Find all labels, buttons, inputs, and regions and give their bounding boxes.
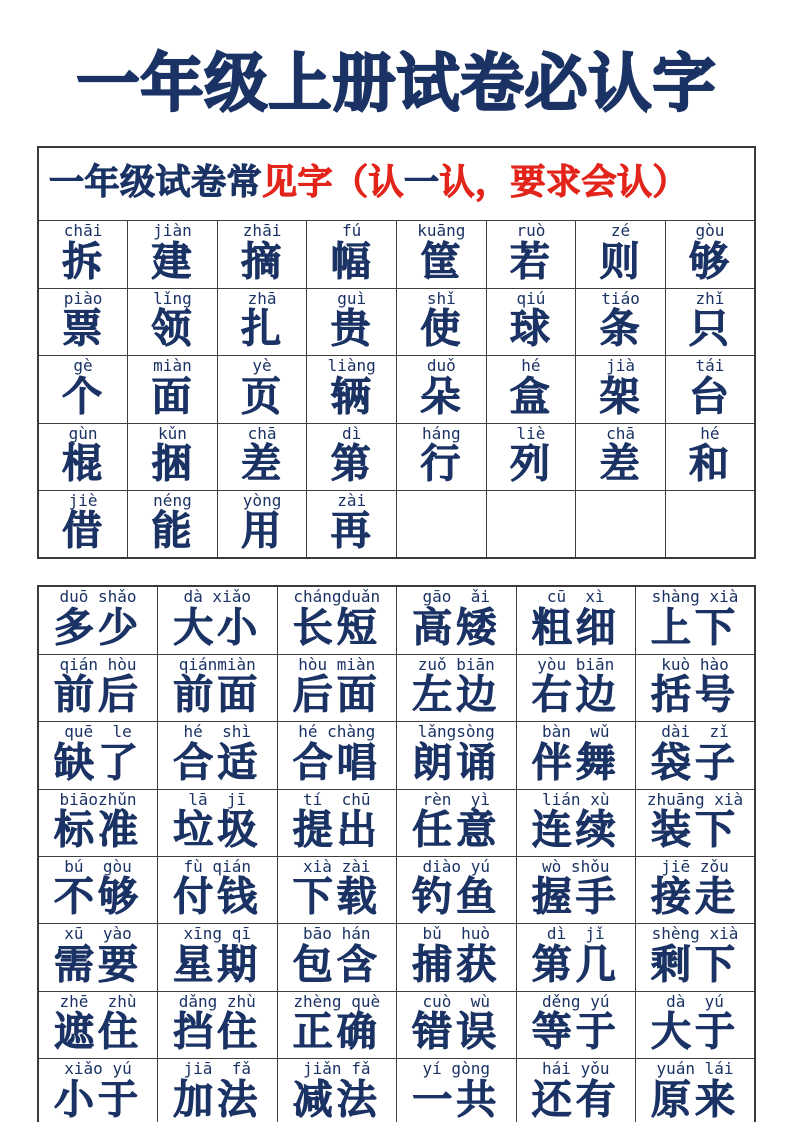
- pinyin-label: hé: [521, 356, 541, 376]
- char-cell: [397, 288, 487, 355]
- hanzi-text: 右边: [531, 673, 620, 718]
- pinyin-label: gè: [73, 356, 93, 376]
- char-cell: [38, 221, 128, 288]
- hanzi-text: 袋子: [651, 740, 739, 785]
- section-header-part: 一年级试卷常: [49, 163, 263, 203]
- hanzi-text: 使: [420, 307, 463, 352]
- hanzi-text: 领: [151, 307, 194, 352]
- char-cell: [486, 288, 576, 355]
- char-cell: [128, 356, 218, 423]
- pinyin-label: hòu miàn: [298, 654, 376, 674]
- hanzi-text: 第: [330, 442, 373, 486]
- pinyin-label: zhuāng xià: [646, 789, 744, 809]
- pinyin-label: biāozhǔn: [59, 789, 137, 809]
- pinyin-label: jià: [606, 356, 636, 376]
- char-cell: [307, 356, 397, 423]
- pinyin-label: jiè: [68, 491, 98, 510]
- char-cell: [38, 722, 158, 789]
- pinyin-label: dài zǐ: [661, 722, 729, 742]
- pinyin-label: jiē zǒu: [661, 856, 729, 876]
- hanzi-text: 架: [599, 374, 642, 419]
- character-row: [38, 423, 755, 490]
- pinyin-label: tiáo: [601, 288, 640, 308]
- pinyin-label: miàn: [153, 356, 192, 376]
- hanzi-text: 等于: [531, 1010, 620, 1055]
- char-cell: [217, 423, 307, 490]
- character-row: [38, 356, 755, 423]
- hanzi-text: 差: [599, 442, 642, 486]
- pinyin-label: néng: [153, 491, 192, 510]
- hanzi-text: 正确: [292, 1010, 381, 1055]
- hanzi-text: 长短: [292, 605, 381, 650]
- char-cell: [636, 1059, 756, 1122]
- hanzi-text: 朵: [420, 374, 463, 419]
- char-cell: [516, 722, 636, 789]
- hanzi-text: 前面: [173, 673, 262, 718]
- char-cell: [486, 356, 576, 423]
- character-row: [38, 991, 755, 1058]
- section-header-part: 见字（认: [262, 163, 405, 203]
- hanzi-text: 加法: [173, 1077, 262, 1122]
- char-cell: [38, 654, 158, 721]
- character-row: [38, 789, 755, 856]
- hanzi-text: 下载: [292, 875, 381, 920]
- char-cell: [397, 423, 487, 490]
- char-cell: [516, 654, 636, 721]
- hanzi-text: 接走: [651, 875, 739, 920]
- char-cell: [636, 924, 756, 991]
- hanzi-text: 捕获: [412, 942, 501, 987]
- hanzi-text: 前后: [54, 673, 142, 718]
- pinyin-label: jiàn: [153, 221, 192, 241]
- char-cell: [665, 423, 755, 490]
- pinyin-label: hé chàng: [298, 722, 376, 742]
- char-cell: [128, 423, 218, 490]
- pinyin-label: zhāi: [242, 221, 282, 241]
- hanzi-text: 第几: [531, 942, 620, 987]
- pinyin-label: qiú: [516, 288, 546, 308]
- pinyin-label: chángduǎn: [293, 587, 381, 607]
- char-cell: [397, 586, 517, 654]
- page-title: 一年级上册试卷必认字: [76, 49, 717, 119]
- char-cell: [158, 856, 278, 923]
- pinyin-label: liè: [516, 423, 546, 443]
- char-cell: [277, 856, 397, 923]
- hanzi-text: 差: [241, 442, 284, 486]
- hanzi-text: 贵: [330, 307, 373, 352]
- hanzi-text: 台: [688, 374, 731, 419]
- empty-cell: [665, 491, 755, 559]
- hanzi-text: 筐: [420, 239, 463, 284]
- hanzi-text: 合适: [173, 740, 262, 785]
- hanzi-text: 能: [151, 509, 194, 554]
- char-cell: [128, 491, 218, 559]
- char-cell: [38, 356, 128, 423]
- hanzi-text: 一共: [412, 1077, 501, 1122]
- hanzi-text: 任意: [412, 807, 501, 852]
- hanzi-text: 伴舞: [531, 740, 620, 785]
- pinyin-label: hé shì: [183, 722, 251, 742]
- pinyin-label: xià zài: [303, 856, 371, 876]
- char-cell: [576, 423, 666, 490]
- hanzi-text: 需要: [54, 942, 142, 987]
- section-header-row: [38, 147, 755, 221]
- char-cell: [158, 789, 278, 856]
- hanzi-text: 上下: [651, 605, 739, 650]
- char-cell: [217, 356, 307, 423]
- pinyin-label: duǒ: [426, 356, 456, 376]
- char-cell: [38, 491, 128, 559]
- char-cell: [307, 288, 397, 355]
- pinyin-label: yuán lái: [656, 1059, 734, 1079]
- char-cell: [158, 924, 278, 991]
- hanzi-text: 再: [330, 509, 373, 554]
- char-cell: [516, 924, 636, 991]
- pinyin-label: kǔn: [157, 423, 187, 443]
- char-cell: [486, 221, 576, 288]
- character-row: [38, 924, 755, 991]
- char-cell: [576, 356, 666, 423]
- word-pairs-table: [37, 585, 756, 1122]
- char-cell: [665, 221, 755, 288]
- pinyin-label: chāi: [63, 221, 103, 241]
- hanzi-text: 括号: [651, 673, 739, 718]
- char-cell: [397, 856, 517, 923]
- char-cell: [636, 654, 756, 721]
- pinyin-label: piào: [63, 288, 103, 308]
- char-cell: [307, 221, 397, 288]
- hanzi-text: 则: [599, 239, 642, 284]
- hanzi-text: 面: [151, 374, 194, 419]
- hanzi-text: 个: [62, 374, 105, 419]
- char-cell: [516, 1059, 636, 1122]
- pinyin-label: yí gòng: [422, 1059, 490, 1079]
- hanzi-text: 球: [509, 307, 552, 352]
- pinyin-label: zhèng què: [293, 991, 381, 1011]
- pinyin-label: dà yú: [666, 991, 724, 1011]
- char-cell: [217, 491, 307, 559]
- pinyin-label: xīng qī: [183, 924, 251, 944]
- char-cell: [38, 586, 158, 654]
- hanzi-text: 行: [420, 442, 463, 486]
- hanzi-text: 挡住: [173, 1010, 262, 1055]
- char-cell: [516, 991, 636, 1058]
- hanzi-text: 扎: [241, 307, 284, 352]
- hanzi-text: 钓鱼: [412, 875, 501, 920]
- pinyin-label: shǐ: [426, 288, 456, 308]
- section-header-part: 一: [404, 163, 440, 203]
- char-cell: [277, 586, 397, 654]
- hanzi-text: 建: [151, 239, 194, 284]
- hanzi-text: 列: [509, 442, 552, 486]
- hanzi-text: 缺了: [54, 740, 142, 785]
- char-cell: [277, 654, 397, 721]
- empty-cell: [576, 491, 666, 559]
- hanzi-text: 多少: [54, 605, 142, 650]
- char-cell: [486, 423, 576, 490]
- pinyin-label: bàn wǔ: [542, 722, 610, 742]
- pinyin-label: hái yǒu: [542, 1059, 610, 1079]
- hanzi-text: 剩下: [651, 942, 739, 987]
- char-cell: [397, 654, 517, 721]
- pinyin-label: zài: [337, 491, 367, 510]
- hanzi-text: 标准: [54, 807, 142, 852]
- pinyin-label: děng yú: [542, 991, 610, 1011]
- pinyin-label: zé: [610, 221, 631, 241]
- pinyin-label: bú gòu: [64, 856, 132, 876]
- pinyin-label: yòu biān: [537, 654, 615, 674]
- single-characters-table: [37, 146, 756, 559]
- character-row: [38, 221, 755, 288]
- pinyin-label: lā jī: [188, 789, 247, 809]
- char-cell: [665, 356, 755, 423]
- hanzi-text: 盒: [509, 374, 552, 419]
- section-header-cell: [38, 147, 755, 221]
- pinyin-label: jiā fǎ: [183, 1059, 251, 1079]
- pinyin-label: yè: [252, 356, 272, 376]
- character-row: [38, 1059, 755, 1122]
- section-header-part: 认，要求会认）: [439, 163, 689, 203]
- char-cell: [158, 654, 278, 721]
- character-row: [38, 491, 755, 559]
- hanzi-text: 后面: [292, 673, 381, 718]
- hanzi-text: 星期: [173, 942, 262, 987]
- hanzi-text: 用: [241, 509, 284, 554]
- hanzi-text: 棍: [62, 442, 105, 486]
- hanzi-text: 和: [688, 442, 731, 486]
- pinyin-label: guì: [337, 288, 367, 308]
- empty-cell: [486, 491, 576, 559]
- char-cell: [158, 991, 278, 1058]
- pinyin-label: lǎngsòng: [417, 722, 495, 742]
- char-cell: [397, 221, 487, 288]
- hanzi-text: 大于: [651, 1010, 739, 1055]
- pinyin-label: shèng xià: [651, 924, 739, 944]
- pinyin-label: lǐng: [153, 288, 192, 308]
- char-cell: [38, 789, 158, 856]
- pinyin-label: chā: [247, 423, 277, 443]
- char-cell: [158, 722, 278, 789]
- pinyin-label: dǎng zhù: [178, 991, 256, 1011]
- char-cell: [397, 924, 517, 991]
- char-cell: [277, 1059, 397, 1122]
- char-cell: [217, 221, 307, 288]
- hanzi-text: 遮住: [54, 1010, 142, 1055]
- hanzi-text: 合唱: [292, 740, 381, 785]
- hanzi-text: 装下: [651, 807, 739, 852]
- hanzi-text: 垃圾: [173, 807, 262, 852]
- pinyin-label: liàng: [327, 356, 376, 376]
- pinyin-label: dà xiǎo: [183, 587, 251, 607]
- char-cell: [516, 856, 636, 923]
- hanzi-text: 不够: [54, 875, 142, 920]
- pinyin-label: fú: [342, 221, 362, 241]
- pinyin-label: zuǒ biān: [417, 654, 495, 674]
- char-cell: [277, 991, 397, 1058]
- pinyin-label: shàng xià: [651, 587, 739, 607]
- char-cell: [277, 924, 397, 991]
- char-cell: [128, 288, 218, 355]
- pinyin-label: cuò wù: [422, 991, 490, 1011]
- pinyin-label: cū xì: [546, 587, 605, 607]
- pinyin-label: quē le: [64, 722, 132, 742]
- char-cell: [38, 856, 158, 923]
- char-cell: [397, 356, 487, 423]
- hanzi-text: 减法: [292, 1077, 381, 1122]
- char-cell: [158, 1059, 278, 1122]
- hanzi-text: 幅: [330, 239, 373, 284]
- pinyin-label: háng: [422, 423, 461, 443]
- hanzi-text: 朗诵: [412, 740, 501, 785]
- pinyin-label: xū yào: [64, 924, 132, 944]
- char-cell: [397, 722, 517, 789]
- char-cell: [636, 856, 756, 923]
- char-cell: [38, 288, 128, 355]
- hanzi-text: 若: [509, 239, 552, 284]
- character-row: [38, 722, 755, 789]
- char-cell: [665, 288, 755, 355]
- char-cell: [397, 991, 517, 1058]
- hanzi-text: 错误: [412, 1010, 501, 1055]
- char-cell: [397, 1059, 517, 1122]
- hanzi-text: 连续: [531, 807, 620, 852]
- pinyin-label: gòu: [695, 221, 725, 241]
- hanzi-text: 条: [599, 307, 642, 352]
- char-cell: [576, 288, 666, 355]
- char-cell: [636, 789, 756, 856]
- pinyin-label: kuò hào: [661, 654, 729, 674]
- pinyin-label: zhǐ: [695, 288, 725, 308]
- char-cell: [217, 288, 307, 355]
- pinyin-label: bǔ huò: [422, 924, 490, 944]
- pinyin-label: yòng: [242, 491, 282, 510]
- hanzi-text: 原来: [651, 1077, 739, 1122]
- char-cell: [397, 789, 517, 856]
- pinyin-label: lián xù: [542, 789, 610, 809]
- hanzi-text: 大小: [173, 605, 262, 650]
- pinyin-label: bāo hán: [303, 924, 371, 944]
- char-cell: [38, 991, 158, 1058]
- char-cell: [307, 491, 397, 559]
- pinyin-label: gùn: [68, 423, 98, 443]
- hanzi-text: 提出: [292, 807, 381, 852]
- hanzi-text: 票: [62, 307, 105, 352]
- character-row: [38, 654, 755, 721]
- hanzi-text: 左边: [412, 673, 501, 718]
- hanzi-text: 摘: [241, 239, 284, 284]
- hanzi-text: 粗细: [531, 605, 620, 650]
- char-cell: [516, 586, 636, 654]
- char-cell: [307, 423, 397, 490]
- pinyin-label: zhē zhù: [59, 991, 137, 1011]
- pinyin-label: zhā: [247, 288, 277, 308]
- pinyin-label: tái: [695, 356, 725, 376]
- pinyin-label: dì jǐ: [546, 924, 605, 944]
- char-cell: [636, 586, 756, 654]
- pinyin-label: diào yú: [422, 856, 490, 876]
- char-cell: [277, 722, 397, 789]
- character-row: [38, 288, 755, 355]
- pinyin-label: fù qián: [183, 856, 251, 876]
- hanzi-text: 借: [62, 509, 105, 554]
- character-row: [38, 856, 755, 923]
- char-cell: [38, 423, 128, 490]
- character-row: [38, 586, 755, 654]
- char-cell: [636, 722, 756, 789]
- pinyin-label: gāo ǎi: [422, 587, 490, 607]
- pinyin-label: qián hòu: [59, 654, 137, 674]
- hanzi-text: 包含: [292, 942, 381, 987]
- char-cell: [516, 789, 636, 856]
- hanzi-text: 辆: [330, 374, 373, 419]
- pinyin-label: ruò: [516, 221, 546, 241]
- hanzi-text: 小于: [54, 1077, 142, 1122]
- pinyin-label: qiánmiàn: [178, 654, 256, 674]
- section-header-text: [49, 163, 688, 202]
- pinyin-label: hé: [700, 423, 720, 443]
- char-cell: [128, 221, 218, 288]
- hanzi-text: 付钱: [173, 875, 262, 920]
- pinyin-label: duō shǎo: [59, 587, 137, 607]
- pinyin-label: chā: [606, 423, 636, 443]
- hanzi-text: 握手: [531, 875, 620, 920]
- hanzi-text: 捆: [151, 442, 194, 486]
- hanzi-text: 高矮: [412, 605, 501, 650]
- hanzi-text: 只: [688, 307, 731, 352]
- char-cell: [636, 991, 756, 1058]
- char-cell: [158, 586, 278, 654]
- pinyin-label: tí chū: [303, 789, 371, 809]
- hanzi-text: 还有: [531, 1077, 620, 1122]
- pinyin-label: jiǎn fǎ: [303, 1059, 371, 1079]
- pinyin-label: rèn yì: [422, 789, 490, 809]
- hanzi-text: 够: [688, 239, 731, 284]
- pinyin-label: xiǎo yú: [64, 1059, 132, 1079]
- pinyin-label: kuāng: [417, 221, 466, 241]
- pinyin-label: dì: [342, 423, 362, 443]
- hanzi-text: 拆: [62, 239, 105, 284]
- hanzi-text: 页: [241, 374, 284, 419]
- pinyin-label: wò shǒu: [542, 856, 610, 876]
- empty-cell: [397, 491, 487, 559]
- char-cell: [38, 924, 158, 991]
- char-cell: [38, 1059, 158, 1122]
- char-cell: [277, 789, 397, 856]
- char-cell: [576, 221, 666, 288]
